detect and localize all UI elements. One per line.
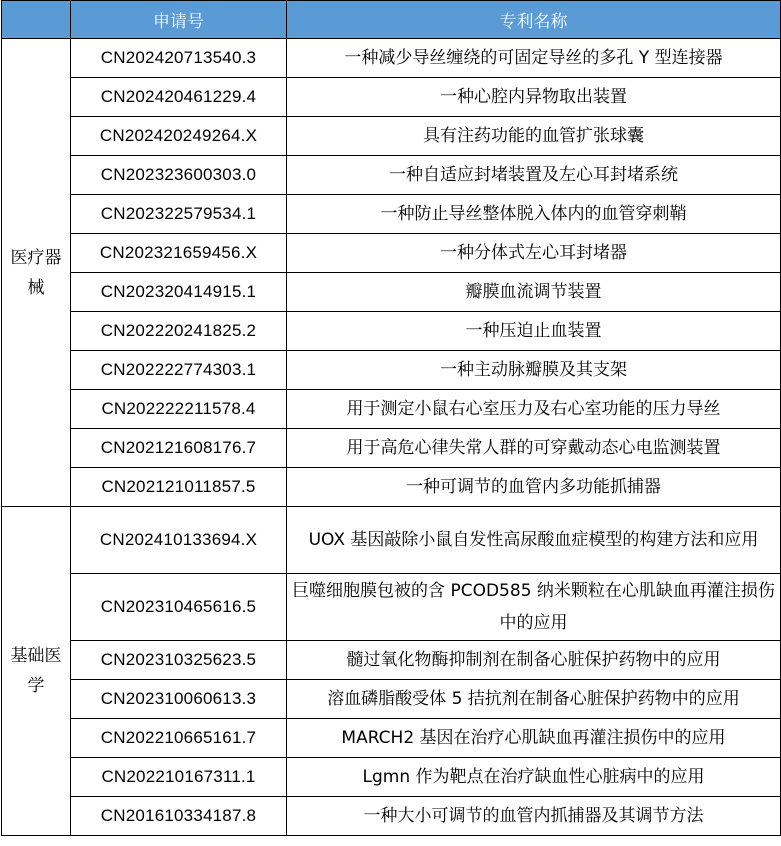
application-number: CN202323600303.0 [71, 156, 287, 195]
application-number: CN202320414915.1 [71, 273, 287, 312]
application-number: CN202210167311.1 [71, 758, 287, 797]
application-number: CN202322579534.1 [71, 195, 287, 234]
header-patent-name: 专利名称 [287, 1, 781, 39]
patent-title: 瓣膜血流调节装置 [287, 273, 781, 312]
patent-title: 一种自适应封堵装置及左心耳封堵系统 [287, 156, 781, 195]
application-number: CN202321659456.X [71, 234, 287, 273]
patent-title: 一种大小可调节的血管内抓捕器及其调节方法 [287, 797, 781, 836]
application-number: CN202310325623.5 [71, 641, 287, 680]
application-number: CN202222774303.1 [71, 351, 287, 390]
application-number: CN202310465616.5 [71, 574, 287, 641]
table-row [2, 195, 781, 234]
application-number: CN202420461229.4 [71, 78, 287, 117]
table-row [2, 680, 781, 719]
patent-title: 一种防止导丝整体脱入体内的血管穿刺鞘 [287, 195, 781, 234]
application-number: CN202220241825.2 [71, 312, 287, 351]
application-number: CN202210665161.7 [71, 719, 287, 758]
patent-title: MARCH2 基因在治疗心肌缺血再灌注损伤中的应用 [287, 719, 781, 758]
application-number: CN202420713540.3 [71, 39, 287, 78]
application-number: CN202420249264.X [71, 117, 287, 156]
table-row [2, 429, 781, 468]
table-row [2, 78, 781, 117]
header-application-number: 申请号 [71, 1, 287, 39]
table-row [2, 719, 781, 758]
patent-title: 用于高危心律失常人群的可穿戴动态心电监测装置 [287, 429, 781, 468]
table-row [2, 156, 781, 195]
patent-title: 一种压迫止血装置 [287, 312, 781, 351]
application-number: CN202121011857.5 [71, 468, 287, 507]
application-number: CN201610334187.8 [71, 797, 287, 836]
category-cell-medical-devices: 医疗器械 [2, 39, 71, 507]
patent-title: 一种心腔内异物取出装置 [287, 78, 781, 117]
patent-title: Lgmn 作为靶点在治疗缺血性心脏病中的应用 [287, 758, 781, 797]
category-cell-basic-medicine: 基础医学 [2, 507, 71, 836]
patent-title: 一种可调节的血管内多功能抓捕器 [287, 468, 781, 507]
patent-title: 用于测定小鼠右心室压力及右心室功能的压力导丝 [287, 390, 781, 429]
patent-title: 一种分体式左心耳封堵器 [287, 234, 781, 273]
table-row [2, 234, 781, 273]
table-row [2, 273, 781, 312]
table-row [2, 507, 781, 574]
application-number: CN202121608176.7 [71, 429, 287, 468]
application-number: CN202410133694.X [71, 507, 287, 574]
patent-table [1, 0, 781, 836]
table-row [2, 574, 781, 641]
patent-title: 巨噬细胞膜包被的含 PCOD585 纳米颗粒在心肌缺血再灌注损伤中的应用 [287, 574, 781, 641]
table-row [2, 641, 781, 680]
patent-title: 溶血磷脂酸受体 5 拮抗剂在制备心脏保护药物中的应用 [287, 680, 781, 719]
table-row [2, 351, 781, 390]
header-category [2, 1, 71, 39]
table-row [2, 797, 781, 836]
table-row [2, 312, 781, 351]
application-number: CN202222211578.4 [71, 390, 287, 429]
table-row [2, 390, 781, 429]
patent-title: 一种减少导丝缠绕的可固定导丝的多孔 Y 型连接器 [287, 39, 781, 78]
table-row [2, 39, 781, 78]
patent-title: 一种主动脉瓣膜及其支架 [287, 351, 781, 390]
table-header-row [2, 1, 781, 39]
application-number: CN202310060613.3 [71, 680, 287, 719]
table-row [2, 117, 781, 156]
patent-title: 髓过氧化物酶抑制剂在制备心脏保护药物中的应用 [287, 641, 781, 680]
table-row [2, 468, 781, 507]
patent-title: 具有注药功能的血管扩张球囊 [287, 117, 781, 156]
table-row [2, 758, 781, 797]
patent-title: UOX 基因敲除小鼠自发性高尿酸血症模型的构建方法和应用 [287, 507, 781, 574]
